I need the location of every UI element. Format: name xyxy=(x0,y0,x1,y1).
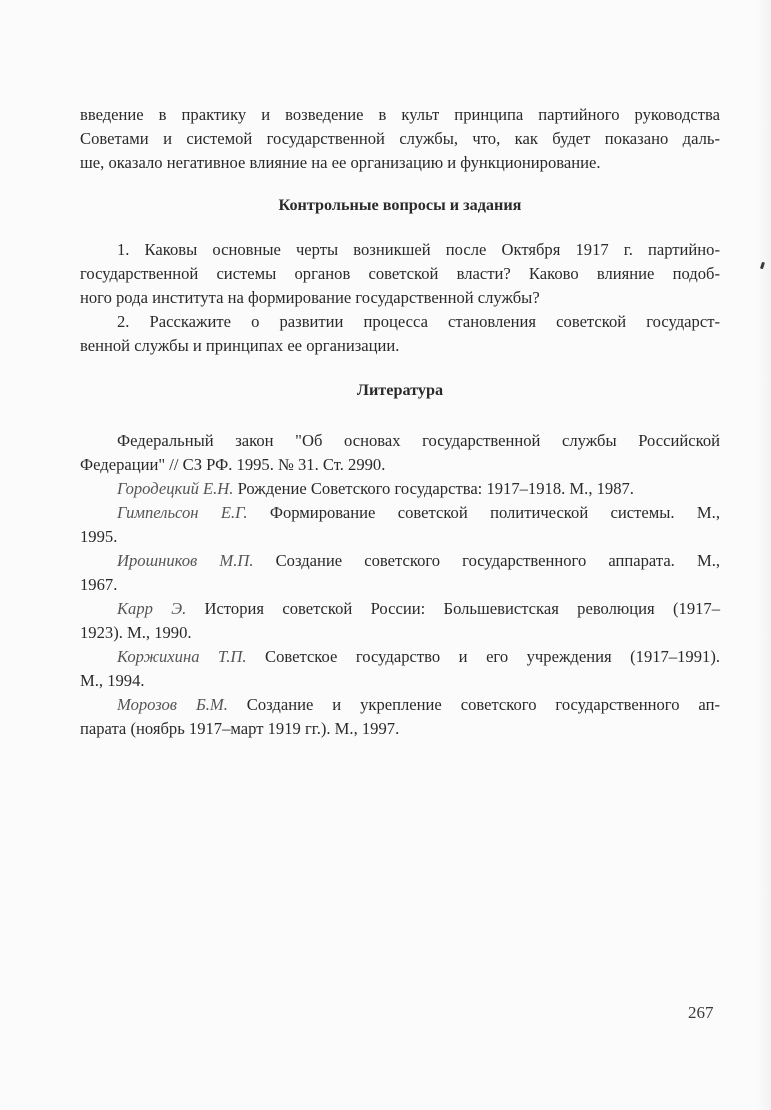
reference-author: Морозов Б.М. xyxy=(117,695,228,714)
reference-item xyxy=(80,645,720,693)
reference-text: Рождение Советского государства: 1917–1918. М., 1987. xyxy=(237,479,634,498)
reference-item xyxy=(80,549,720,597)
page-body xyxy=(80,103,720,741)
reference-line: 1967. xyxy=(80,575,118,594)
reference-line: М., 1994. xyxy=(80,671,145,690)
reference-line xyxy=(80,693,720,717)
reference-text: Создание советского государственного аппарата. М., xyxy=(275,551,720,570)
reference-line: Федерации" // СЗ РФ. 1995. № 31. Ст. 2990. xyxy=(80,455,386,474)
questions-heading: Контрольные вопросы и задания xyxy=(278,196,522,214)
reference-line xyxy=(80,429,720,453)
intro-line: Советами и системой государственной службы, что, как будет показано даль- xyxy=(80,129,720,148)
reference-line xyxy=(80,549,720,573)
intro-line: введение в практику и возведение в культ принципа партийного руководства xyxy=(80,105,720,124)
reference-author: Коржихина Т.П. xyxy=(117,647,247,666)
reference-author: Карр Э. xyxy=(117,599,187,618)
question-line: венной службы и принципах ее организации. xyxy=(80,336,400,355)
reference-author: Ирошников М.П. xyxy=(117,551,254,570)
question-item xyxy=(80,310,720,358)
reference-text: Создание и укрепление советского государственного ап- xyxy=(246,695,720,714)
reference-item xyxy=(80,429,720,477)
intro-paragraph xyxy=(80,103,720,175)
question-line: 2. Расскажите о развитии процесса становления советской государст- xyxy=(117,312,720,331)
reference-line: парата (ноябрь 1917–март 1919 гг.). М., 1997. xyxy=(80,719,400,738)
reference-author: Городецкий Е.Н. xyxy=(117,479,234,498)
question-line: 1. Каковы основные черты возникшей после Октября 1917 г. партийно- xyxy=(117,240,720,259)
reference-line xyxy=(80,597,720,621)
reference-text: Формирование советской политической системы. М., xyxy=(269,503,720,522)
question-line: государственной системы органов советской власти? Каково влияние подоб- xyxy=(80,264,720,283)
reference-text: Советское государство и его учреждения (1917–1991). xyxy=(265,647,720,666)
reference-line: 1923). М., 1990. xyxy=(80,623,192,642)
intro-line: ше, оказало негативное влияние на ее организацию и функционирование. xyxy=(80,153,601,172)
reference-text: Федеральный закон "Об основах государственной службы Российской xyxy=(117,431,720,450)
reference-item xyxy=(80,501,720,549)
reference-text: История советской России: Большевистская революция (1917– xyxy=(204,599,721,618)
reference-line: 1995. xyxy=(80,527,118,546)
scan-edge-shadow xyxy=(757,0,771,1110)
page-number: 267 xyxy=(688,1003,714,1022)
question-item xyxy=(80,238,720,310)
literature-heading: Литература xyxy=(356,381,444,399)
reference-line xyxy=(80,477,720,501)
reference-author: Гимпельсон Е.Г. xyxy=(117,503,248,522)
question-line: ного рода института на формирование государственной службы? xyxy=(80,288,540,307)
reference-item xyxy=(80,477,720,501)
reference-item xyxy=(80,597,720,645)
reference-line xyxy=(80,501,720,525)
reference-line xyxy=(80,645,720,669)
reference-item xyxy=(80,693,720,741)
